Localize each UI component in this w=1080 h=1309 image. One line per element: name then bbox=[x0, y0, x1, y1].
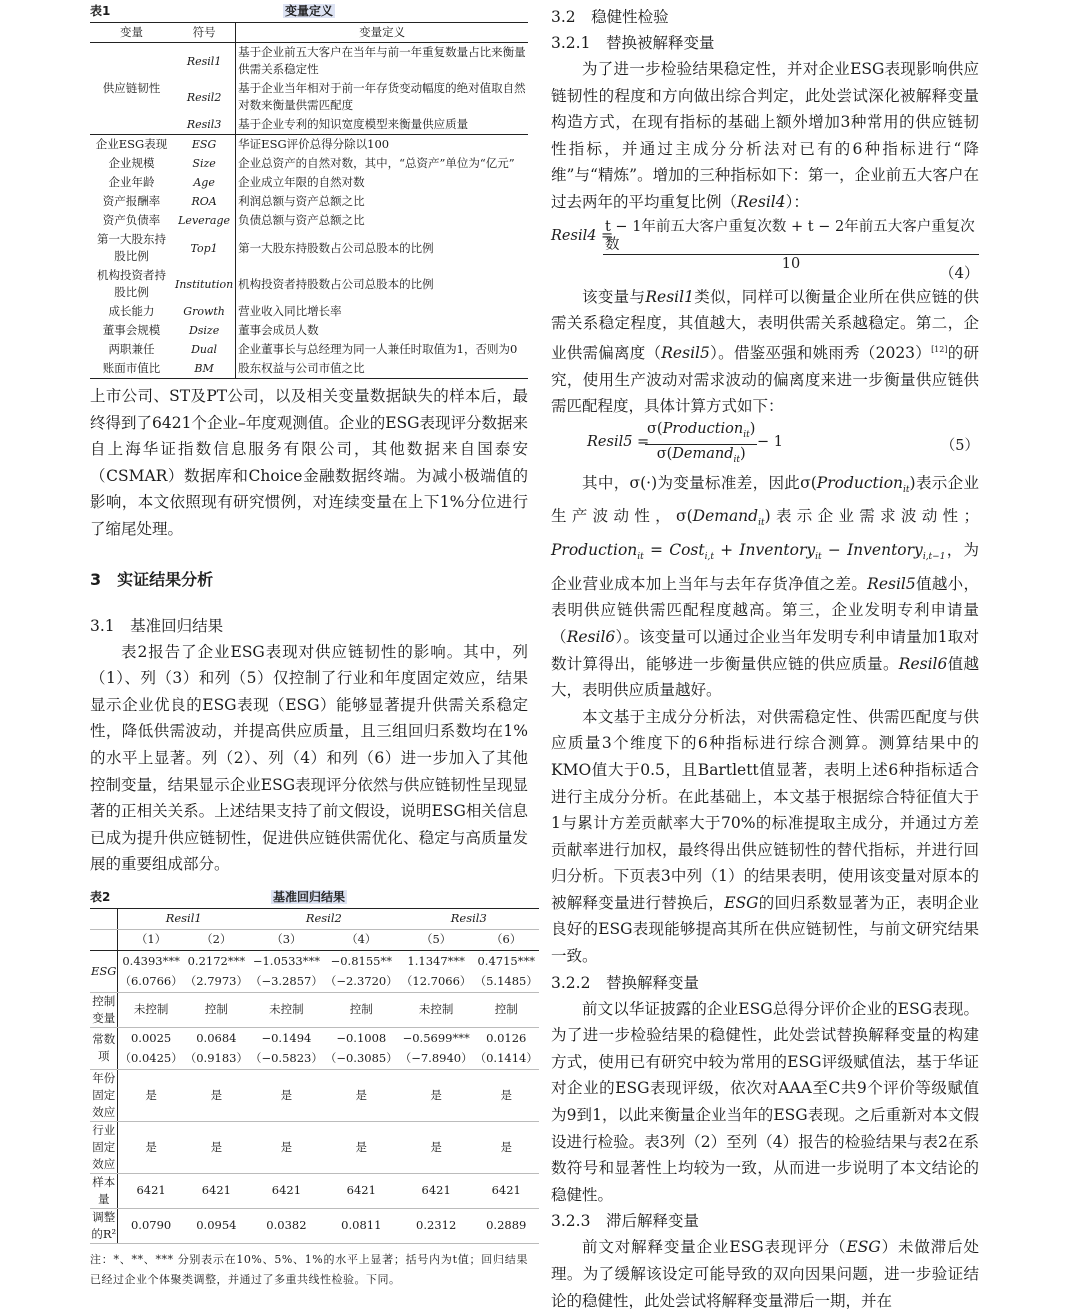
table2-column-header: （1） bbox=[118, 929, 184, 950]
table2-const-label: 常数项 bbox=[90, 1027, 118, 1069]
right-column bbox=[551, 4, 979, 1309]
table2-control-value: 控制 bbox=[184, 992, 249, 1027]
table2-r2-value: 0.0811 bbox=[324, 1208, 399, 1243]
table2-r2-value: 0.0954 bbox=[184, 1208, 249, 1243]
table2-industry-fe-label: 行业固定效应 bbox=[90, 1121, 118, 1173]
table2-const-t-value: （−0.3085） bbox=[324, 1048, 399, 1069]
table2-column-row bbox=[90, 929, 539, 950]
table2-year-fe-value: 是 bbox=[399, 1069, 474, 1121]
table2-caption bbox=[90, 886, 528, 908]
table2-industry-fe-value: 是 bbox=[474, 1121, 539, 1173]
section3-title: 3 实证结果分析 bbox=[90, 569, 214, 589]
table1-row bbox=[90, 135, 528, 155]
table1-symbol bbox=[173, 340, 236, 359]
sec31-paragraph: 表2报告了企业ESG表现对供应链韧性的影响。其中，列（1）、列（3）和列（5）仅控制了行业和年度固定效应，结果显示企业优良的ESG表现（ESG）能够显著提升供需关系稳定性，降低供需波动，并提高供应质量，且三组回归系数均在1%的水平上显著。列（2）、列（4）和列（6）进一步加入了其他控制变量，结果显示企业ESG表现评分依然与供应链韧性呈现显著的正相关关系。上述结果支持了前文假设，说明ESG相关信息已成为提升供应链韧性，促进供应链供需优化、稳定与高质量发展的重要组成部分。 bbox=[90, 642, 528, 874]
table1-title: 变量定义 bbox=[284, 4, 333, 18]
sec322-title: 3.2.2 替换解释变量 bbox=[551, 973, 699, 992]
table1-symbol-text: Top1 bbox=[190, 241, 218, 255]
table1-variable: 企业年龄 bbox=[108, 175, 155, 189]
table2-esg-coef: 0.2172*** bbox=[187, 953, 246, 968]
table2-const-coef: 0.0126 bbox=[486, 1030, 527, 1045]
table2-column-header: （5） bbox=[399, 929, 474, 950]
table1-row bbox=[90, 266, 528, 302]
table1-variable: 第一大股东持股比例 bbox=[97, 232, 166, 263]
table1-variable: 企业ESG表现 bbox=[90, 135, 173, 155]
table1-symbol-text: BM bbox=[194, 362, 214, 375]
table2-year-fe-value: 是 bbox=[474, 1069, 539, 1121]
table1-symbol bbox=[173, 230, 236, 266]
sec321-paragraph-2: 该变量与Resil1类似，同样可以衡量企业所在供应链的供需关系稳定程度，其值越大，表明供需关系越稳定。第二，企业供需偏离度（Resil5）。借鉴巫强和姚雨秀（2023）[12]的研究，使用生产波动对需求波动的偏离度来进一步衡量供应链供需匹配程度，具体计算方式如下： bbox=[551, 287, 979, 416]
table2-n-row bbox=[90, 1173, 539, 1208]
table2-const-t-value: （0.9183） bbox=[184, 1048, 249, 1069]
table2-n-label: 样本量 bbox=[90, 1173, 118, 1208]
table1-symbol bbox=[173, 115, 236, 135]
sec323-paragraph: 前文对解释变量企业ESG表现评分（ESG）未做滞后处理。为了缓解该设定可能导致的双向因果问题，进一步验证结论的稳健性，此处尝试将解释变量滞后一期，并在 bbox=[551, 1238, 979, 1309]
eq5-numerator: σ(Production$_{it}$) bbox=[645, 420, 757, 445]
table2-note: 注：*、**、*** 分别表示在10%、5%、1%的水平上显著；括号内为t值；回归结果已经过企业个体聚类调整，并通过了多重共线性检验。下同。 bbox=[90, 1252, 528, 1286]
table2-esg-t-value: （−2.3720） bbox=[324, 971, 399, 992]
table1-symbol-text: Institution bbox=[175, 277, 234, 291]
table2-column-header: （3） bbox=[249, 929, 324, 950]
table2-esg-t-value: （12.7066） bbox=[399, 971, 474, 992]
equation-4 bbox=[551, 218, 979, 272]
table2-corner bbox=[90, 929, 118, 950]
left-column bbox=[90, 0, 538, 1290]
table1-definition: 股东权益与公司市值之比 bbox=[238, 361, 365, 375]
table1-definition: 企业成立年限的自然对数 bbox=[238, 175, 365, 189]
table1-variable: 机构投资者持股比例 bbox=[97, 268, 166, 299]
table1-symbol-text: Resil2 bbox=[186, 90, 222, 104]
table1-definition: 企业总资产的自然对数，其中，“总资产”单位为“亿元” bbox=[238, 156, 515, 170]
table1-variable: 资产负债率 bbox=[102, 213, 161, 227]
eq4-fraction bbox=[603, 218, 979, 273]
table2-esg-t-value: （5.1485） bbox=[474, 971, 539, 992]
table1-row bbox=[90, 302, 528, 321]
table1-variable: 供应链韧性 bbox=[102, 81, 161, 95]
table1-row bbox=[90, 359, 528, 379]
table2-esg-coef: 1.1347*** bbox=[407, 953, 465, 968]
table2-const-coef: −0.1494 bbox=[261, 1030, 312, 1045]
table2-esg-t-row bbox=[90, 971, 539, 992]
table2-r2-value: 0.0790 bbox=[118, 1208, 184, 1243]
table2-year-fe-value: 是 bbox=[249, 1069, 324, 1121]
table1-header: 符号 bbox=[173, 23, 236, 43]
table2-const-t-value: （0.1414） bbox=[474, 1048, 539, 1069]
table2-const-t-row bbox=[90, 1048, 539, 1069]
table1-symbol bbox=[173, 43, 236, 80]
table1-row bbox=[90, 154, 528, 173]
table1-symbol bbox=[173, 135, 236, 155]
table2-const-coef: −0.1008 bbox=[336, 1030, 387, 1045]
table1-symbol bbox=[173, 154, 236, 173]
table2-const-t-value: （−0.5823） bbox=[249, 1048, 324, 1069]
table2-esg-coef: 0.4393*** bbox=[122, 953, 180, 968]
table1-header-row bbox=[90, 23, 528, 43]
eq4-number: （4） bbox=[939, 263, 979, 282]
table1-symbol bbox=[173, 266, 236, 302]
table1-variable: 两职兼任 bbox=[108, 342, 155, 356]
table1-symbol-text: Growth bbox=[183, 305, 225, 318]
table1-definition: 基于企业前五大客户在当年与前一年重复数量占比来衡量供需关系稳定性 bbox=[238, 45, 526, 76]
table1-definition: 董事会成员人数 bbox=[238, 323, 319, 337]
table1-symbol bbox=[173, 359, 236, 379]
table2-n-value: 6421 bbox=[399, 1173, 474, 1208]
table2-group-header: Resil2 bbox=[249, 908, 399, 929]
table2-column-header: （2） bbox=[184, 929, 249, 950]
sec321-title: 3.2.1 替换被解释变量 bbox=[551, 34, 715, 52]
table2-control-label: 控制变量 bbox=[90, 992, 118, 1027]
table1-symbol-text: ROA bbox=[191, 195, 217, 208]
table1-variable: 资产报酬率 bbox=[102, 194, 161, 208]
table1-row bbox=[90, 321, 528, 340]
table1-definition: 负债总额与资产总额之比 bbox=[238, 213, 365, 227]
table2-n-value: 6421 bbox=[474, 1173, 539, 1208]
left-paragraph-1: 上市公司、ST及PT公司，以及相关变量数据缺失的样本后，最终得到了6421个企业–年度观测值。企业的ESG表现评分数据来自上海华证指数信息服务有限公司，其他数据来自国泰安（CSMAR）数据库和Choice金融数据终端。为减小极端值的影响，本文依照现有研究惯例，对连续变量在上下1%分位进行了缩尾处理。 bbox=[90, 387, 529, 538]
table1-row bbox=[90, 43, 528, 80]
table1-row bbox=[90, 230, 528, 266]
table2-r2-row bbox=[90, 1208, 539, 1243]
table1-variable: 董事会规模 bbox=[102, 323, 161, 337]
table2-control-value: 控制 bbox=[324, 992, 399, 1027]
eq5-lhs: Resil5 = bbox=[587, 433, 650, 450]
table1-definition: 基于企业专利的知识宽度模型来衡量供应质量 bbox=[238, 117, 469, 131]
table1-row bbox=[90, 192, 528, 211]
table2-n-value: 6421 bbox=[184, 1173, 249, 1208]
table2-year-fe-label: 年份固定效应 bbox=[90, 1069, 118, 1121]
table2-const-row bbox=[90, 1027, 539, 1048]
table2-year-fe-value: 是 bbox=[184, 1069, 249, 1121]
sec321-paragraph-1: 为了进一步检验结果稳定性，并对企业ESG表现影响供应链韧性的程度和方向做出综合判定，此处尝试深化被解释变量构造方式，在现有指标的基础上额外增加3种常用的供应链韧性指标，并通过主成分分析法对已有的6种指标进行“降维”与“精炼”。增加的三种指标如下：第一，企业前五大客户在过去两年的平均重复比例（Resil4）： bbox=[551, 60, 979, 211]
table2-industry-fe-value: 是 bbox=[399, 1121, 474, 1173]
table2-industry-fe-value: 是 bbox=[324, 1121, 399, 1173]
table2-r2-label: 调整的R² bbox=[90, 1208, 118, 1243]
table2 bbox=[90, 908, 539, 1244]
table2-const-coef: −0.5699*** bbox=[402, 1030, 470, 1045]
table2-control-value: 未控制 bbox=[249, 992, 324, 1027]
sec32-title: 3.2 稳健性检验 bbox=[551, 8, 669, 26]
table2-group-header: Resil1 bbox=[118, 908, 249, 929]
table2-esg-t-value: （−3.2857） bbox=[249, 971, 324, 992]
table1-variable: 企业规模 bbox=[108, 156, 155, 170]
table2-esg-coef: −1.0533*** bbox=[252, 953, 320, 968]
table2-industry-fe-value: 是 bbox=[249, 1121, 324, 1173]
table2-industry-fe-value: 是 bbox=[184, 1121, 249, 1173]
table2-year-fe-value: 是 bbox=[118, 1069, 184, 1121]
table1-symbol-text: Resil3 bbox=[186, 118, 222, 131]
table2-esg-t-value: （6.0766） bbox=[118, 971, 184, 992]
table1-symbol-text: Size bbox=[192, 157, 216, 170]
table1-symbol bbox=[173, 302, 236, 321]
table2-year-fe-row bbox=[90, 1069, 539, 1121]
table1-definition: 企业董事长与总经理为同一人兼任时取值为1，否则为0 bbox=[238, 342, 518, 356]
table1-caption bbox=[90, 0, 528, 22]
table1-symbol-text: Leverage bbox=[178, 214, 231, 227]
table1-header: 变量 bbox=[90, 23, 173, 43]
sec321-paragraph-4: 本文基于主成分分析法，对供需稳定性、供需匹配度与供应质量3个维度下的6种指标进行综合测算。测算结果中的KMO值大于0.5，且Bartlett值显著，表明上述6种指标适合进行主成分分析。在此基础上，本文基于根据综合特征值大于1与累计方差贡献率大于70%的标准提取主成分，并通过方差贡献率进行加权，最终得出供应链韧性的替代指标，并进行回归分析。下页表3中列（1）的结果表明，使用该变量对原本的被解释变量进行替换后，ESG的回归系数显著为正，表明企业良好的ESG表现能够提高其所在供应链韧性，与前文研究结果一致。 bbox=[551, 707, 979, 966]
table2-esg-t-value: （2.7973） bbox=[184, 971, 249, 992]
eq5-fraction bbox=[645, 420, 757, 469]
table1-definition: 华证ESG评价总得分除以100 bbox=[236, 135, 528, 155]
table1-header: 变量定义 bbox=[236, 23, 528, 43]
sec321-paragraph-3: 其中，σ(·)为变量标准差，因此σ(Production$_{it}$)表示企业生产波动性，σ(Demand$_{it}$)表示企业需求波动性；Production$_{it}$ = Cost$_{i,t}$ + Inventory$_{it}$ − Inventory$_{i,t-1}$，为企业营业成本加上当年与去年存货净值之差。Resil5值越小，表明供应链供需匹配程度越高。第三，企业发明专利申请量（Resil6）。该变量可以通过企业当年发明专利申请量加1取对数计算得出，能够进一步衡量供应链的供应质量。Resil6值越大，表明供应质量越好。 bbox=[551, 473, 980, 700]
table2-const-t-value: （0.0425） bbox=[118, 1048, 184, 1069]
table2-year-fe-value: 是 bbox=[324, 1069, 399, 1121]
table2-const-coef: 0.0025 bbox=[130, 1030, 172, 1045]
table2-control-value: 未控制 bbox=[399, 992, 474, 1027]
table1-symbol bbox=[173, 321, 236, 340]
table2-number: 表2 bbox=[90, 889, 111, 904]
table1-variable: 成长能力 bbox=[108, 304, 155, 318]
table2-control-value: 控制 bbox=[474, 992, 539, 1027]
eq4-lhs: Resil4 = bbox=[551, 227, 614, 244]
sec322-paragraph: 前文以华证披露的企业ESG总得分评价企业的ESG表现。为了进一步检验结果的稳健性，此处尝试替换解释变量的构建方式，使用已有研究中较为常用的ESG评级赋值法，基于华证对企业的ESG表现评级，依次对AAA至C共9个评价等级赋值为9到1，以此来衡量企业当年的ESG表现。之后重新对本文假设进行检验。表3列（2）至列（4）报告的检验结果与表2在系数符号和显著性上均较为一致，从而进一步说明了本文结论的稳健性。 bbox=[551, 999, 979, 1204]
table2-industry-fe-value: 是 bbox=[118, 1121, 184, 1173]
table1-definition: 营业收入同比增长率 bbox=[238, 304, 342, 318]
table2-column-header: （4） bbox=[324, 929, 399, 950]
table2-const-t-value: （−7.8940） bbox=[399, 1048, 474, 1069]
eq5-number: （5） bbox=[940, 437, 979, 454]
table2-n-value: 6421 bbox=[249, 1173, 324, 1208]
table1-row bbox=[90, 173, 528, 192]
table1-symbol bbox=[173, 211, 236, 230]
eq4-numerator: t − 1年前五大客户重复次数 + t − 2年前五大客户重复次数 bbox=[603, 218, 979, 255]
sec323-title: 3.2.3 滞后解释变量 bbox=[551, 1212, 699, 1231]
table2-r2-value: 0.2889 bbox=[474, 1208, 539, 1243]
table1-symbol bbox=[173, 173, 236, 192]
table1-definition: 利润总额与资产总额之比 bbox=[238, 194, 365, 208]
table1-definition: 基于企业当年相对于前一年存货变动幅度的绝对值取自然对数来衡量供需匹配度 bbox=[238, 81, 526, 112]
table1 bbox=[90, 22, 528, 379]
table2-n-value: 6421 bbox=[118, 1173, 184, 1208]
eq5-denominator: σ(Demand$_{it}$) bbox=[656, 445, 746, 465]
table1-number: 表1 bbox=[90, 4, 111, 18]
table2-esg-label: ESG bbox=[90, 950, 118, 992]
table2-group-row bbox=[90, 908, 539, 929]
table2-r2-value: 0.2312 bbox=[399, 1208, 474, 1243]
table2-group-header: Resil3 bbox=[399, 908, 539, 929]
table2-n-value: 6421 bbox=[324, 1173, 399, 1208]
table1-symbol bbox=[173, 192, 236, 211]
table2-title: 基准回归结果 bbox=[272, 889, 345, 904]
table2-industry-fe-row bbox=[90, 1121, 539, 1173]
table2-r2-value: 0.0382 bbox=[249, 1208, 324, 1243]
table1-row bbox=[90, 211, 528, 230]
table1-symbol-text: Resil1 bbox=[186, 54, 222, 68]
table2-control-row bbox=[90, 992, 539, 1027]
equation-5 bbox=[551, 420, 979, 470]
table1-symbol-text: Dsize bbox=[188, 324, 220, 337]
table1-symbol-text: Dual bbox=[191, 343, 218, 356]
table1-symbol-text: Age bbox=[193, 176, 215, 189]
table2-const-coef: 0.0684 bbox=[196, 1030, 237, 1045]
table2-esg-coef: 0.4715*** bbox=[477, 953, 535, 968]
table2-esg-coef: −0.8155** bbox=[330, 953, 392, 968]
table2-corner bbox=[90, 908, 118, 929]
table2-control-value: 未控制 bbox=[118, 992, 184, 1027]
table1-variable: 账面市值比 bbox=[102, 361, 161, 375]
eq4-denominator: 10 bbox=[781, 255, 801, 272]
table1-definition: 第一大股东持股数占公司总股本的比例 bbox=[238, 240, 434, 255]
table1-definition: 机构投资者持股数占公司总股本的比例 bbox=[238, 276, 434, 291]
table2-column-header: （6） bbox=[474, 929, 539, 950]
table1-symbol bbox=[173, 79, 236, 115]
table2-esg-row bbox=[90, 950, 539, 971]
eq5-tail: − 1 bbox=[757, 433, 783, 450]
sec31-title: 3.1 基准回归结果 bbox=[90, 616, 224, 635]
table1-row bbox=[90, 340, 528, 359]
table1-symbol-text: ESG bbox=[191, 138, 217, 151]
